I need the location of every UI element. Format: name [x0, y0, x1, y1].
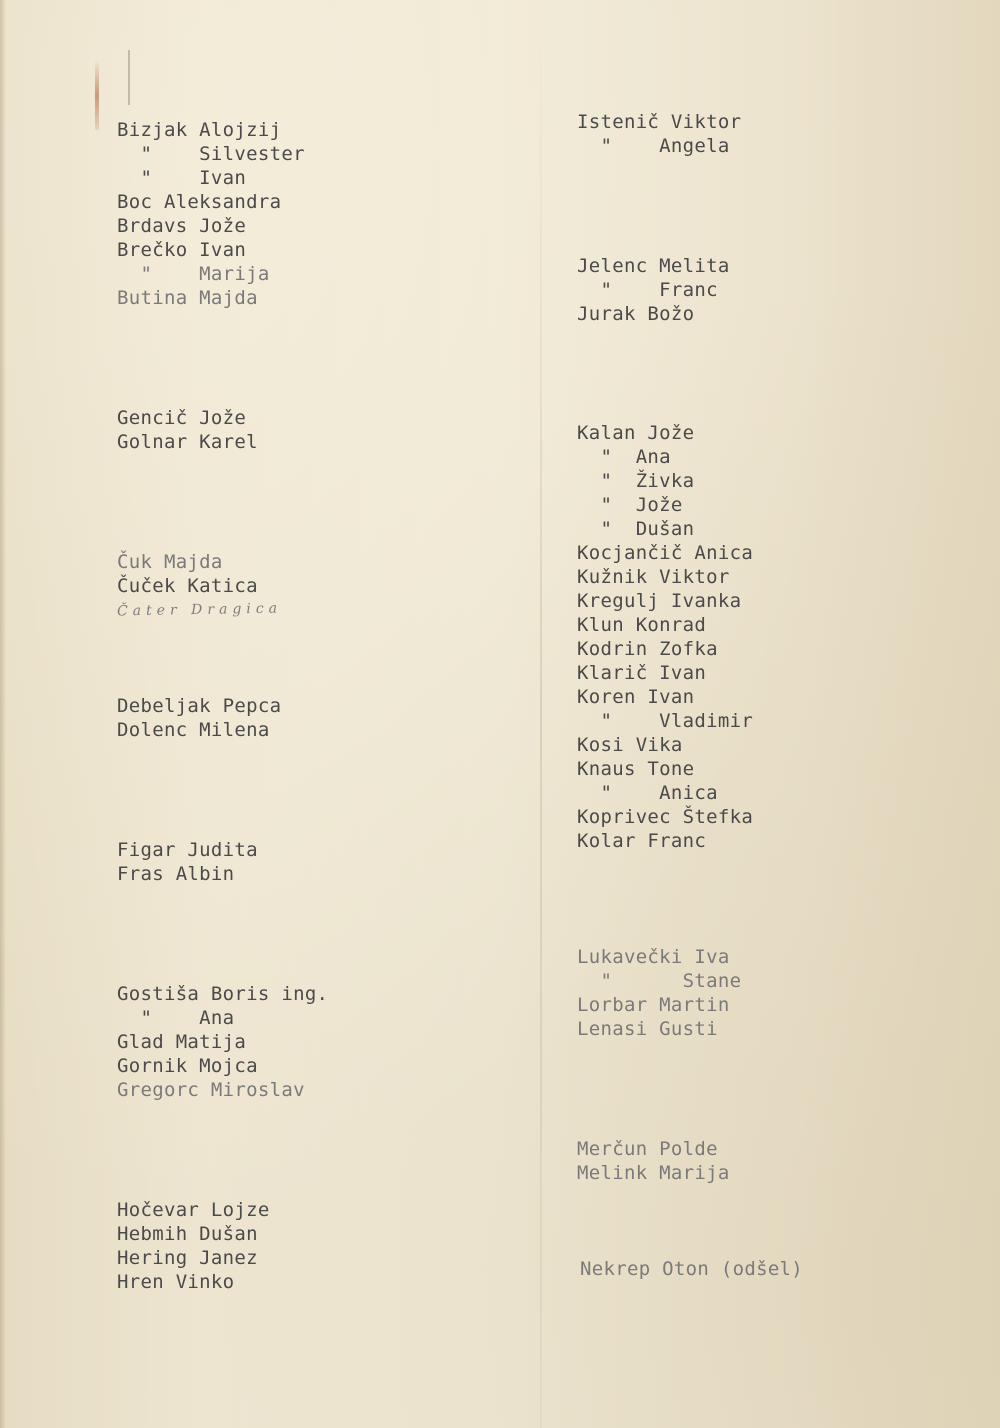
- paper-fold-line: [540, 0, 542, 1428]
- handwritten-note: Čater Dragica: [116, 600, 283, 620]
- list-item: Kodrin Zofka: [577, 638, 718, 660]
- paper-edge-shadow: [0, 0, 6, 1428]
- list-item: Dolenc Milena: [117, 719, 270, 741]
- list-item: " Ana: [577, 446, 671, 468]
- pencil-mark: [128, 50, 130, 105]
- list-item: Figar Judita: [117, 839, 258, 861]
- list-item: Čuk Majda: [117, 551, 223, 573]
- list-item: " Angela: [577, 135, 730, 157]
- rust-stain: [95, 60, 99, 130]
- list-item: Kosi Vika: [577, 734, 683, 756]
- list-item: Knaus Tone: [577, 758, 695, 780]
- list-item: Istenič Viktor: [577, 111, 742, 133]
- list-item: Hren Vinko: [117, 1271, 235, 1293]
- list-item: Debeljak Pepca: [117, 695, 282, 717]
- list-item: Fras Albin: [117, 863, 235, 885]
- list-item: Lenasi Gusti: [577, 1018, 718, 1040]
- list-item: Kužnik Viktor: [577, 566, 730, 588]
- list-item: Hering Janez: [117, 1247, 258, 1269]
- list-item: " Živka: [577, 470, 695, 492]
- list-item: Glad Matija: [117, 1031, 247, 1053]
- list-item: " Dušan: [577, 518, 695, 540]
- list-item: Brdavs Jože: [117, 215, 247, 237]
- list-item: Hebmih Dušan: [117, 1223, 258, 1245]
- list-item: " Marija: [117, 263, 270, 285]
- list-item: Gostiša Boris ing.: [117, 983, 329, 1005]
- list-item: Koprivec Štefka: [577, 806, 754, 828]
- list-item: Melink Marija: [577, 1162, 730, 1184]
- list-item: Koren Ivan: [577, 686, 695, 708]
- list-item: Jelenc Melita: [577, 255, 730, 277]
- list-item: " Franc: [577, 279, 718, 301]
- list-item: Hočevar Lojze: [117, 1199, 270, 1221]
- list-item: Gencič Jože: [117, 407, 247, 429]
- list-item: " Stane: [577, 970, 742, 992]
- list-item: Kolar Franc: [577, 830, 707, 852]
- list-item: " Vladimir: [577, 710, 754, 732]
- list-item: Golnar Karel: [117, 431, 258, 453]
- list-item: Čuček Katica: [117, 575, 258, 597]
- list-item: Jurak Božo: [577, 303, 695, 325]
- list-item: Brečko Ivan: [117, 239, 247, 261]
- list-item: Lukavečki Iva: [577, 946, 730, 968]
- list-item: " Silvester: [117, 143, 305, 165]
- list-item: Gregorc Miroslav: [117, 1079, 305, 1101]
- list-item: Kregulj Ivanka: [577, 590, 742, 612]
- list-item: Klun Konrad: [577, 614, 707, 636]
- list-item: " Ana: [117, 1007, 235, 1029]
- list-item: " Jože: [577, 494, 683, 516]
- list-item: Klarič Ivan: [577, 662, 707, 684]
- list-item: " Anica: [577, 782, 718, 804]
- list-item: Kalan Jože: [577, 422, 695, 444]
- list-item: " Ivan: [117, 167, 247, 189]
- list-item: Boc Aleksandra: [117, 191, 282, 213]
- list-item: Bizjak Alojzij: [117, 119, 282, 141]
- list-item: Kocjančič Anica: [577, 542, 754, 564]
- list-item: Lorbar Martin: [577, 994, 730, 1016]
- list-item: Nekrep Oton (odšel): [580, 1258, 804, 1280]
- list-item: Merčun Polde: [577, 1138, 718, 1160]
- list-item: Gornik Mojca: [117, 1055, 258, 1077]
- list-item: Butina Majda: [117, 287, 258, 309]
